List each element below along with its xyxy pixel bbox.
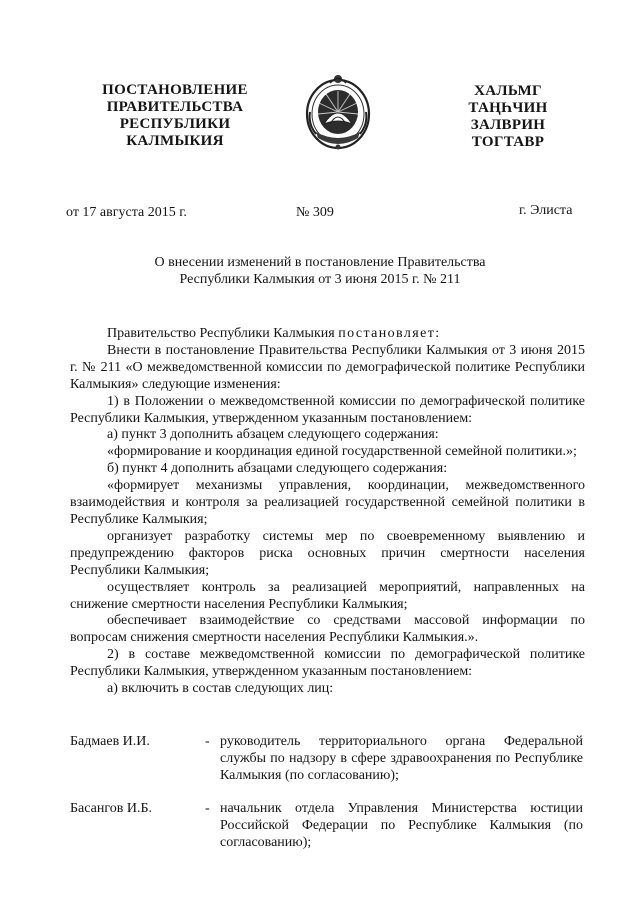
body-paragraph: «формирование и координация единой государственной семейной политики.»; xyxy=(107,444,577,460)
header-left-line: КАЛМЫКИЯ xyxy=(126,133,224,149)
title-line: О внесении изменений в постановление Правительства xyxy=(154,255,486,270)
body-paragraph: а) пункт 3 дополнить абзацем следующего содержания: xyxy=(107,427,439,443)
body-paragraph: осуществляет контроль за реализацией мероприятий, направленных на снижение смертности населения Республики Калмыкия; xyxy=(70,579,585,612)
header-right-line: ТОГТАВР xyxy=(471,134,545,150)
body-paragraph: а) включить в состав следующих лиц: xyxy=(107,681,334,697)
header-right-line: ХАЛЬМГ xyxy=(474,83,542,99)
intro-paragraph xyxy=(70,326,585,343)
body-paragraph: 2) в составе межведомственной комиссии по демографической политике Республики Калмыкия, утвержденном указанным постановлением: xyxy=(70,647,585,680)
title-line: Республики Калмыкия от 3 июня 2015 г. № 211 xyxy=(179,272,461,287)
member-name: Бадмаев И.И. xyxy=(70,734,150,749)
body-paragraph: «формирует механизмы управления, координации, межведомственного взаимодействия и контроля за реализацией государственной семейной политики в Республике Калмыкия; xyxy=(70,478,585,527)
member-dash: - xyxy=(205,734,210,749)
body-paragraph: Внести в постановление Правительства Республики Калмыкия от 3 июня 2015 г. № 211 «О межведомственной комиссии по демографической политике Республики Калмыкия» следующие изменения: xyxy=(70,342,585,392)
header-left-title xyxy=(95,82,255,150)
header-right-title xyxy=(448,83,568,151)
document-city: г. Элиста xyxy=(519,203,573,218)
member-name: Басангов И.Б. xyxy=(70,801,152,816)
header-left-line: ПРАВИТЕЛЬСТВА xyxy=(106,99,244,115)
header-left-line: ПОСТАНОВЛЕНИЕ xyxy=(102,82,248,98)
header-right-line: ЗАЛВРИН xyxy=(470,117,546,133)
member-dash: - xyxy=(205,801,210,816)
member-description: руководитель территориального органа Федеральной службы по надзору в сфере здравоохранения по Республике Калмыкия (по согласованию); xyxy=(220,734,583,783)
intro-decree-word: постановляет: xyxy=(338,326,441,341)
member-description: начальник отдела Управления Министерства юстиции Российской Федерации по Республике Калмыкия (по согласованию); xyxy=(220,801,583,850)
document-number: № 309 xyxy=(296,205,334,220)
document-date: от 17 августа 2015 г. xyxy=(66,205,187,220)
document-body xyxy=(70,326,585,698)
body-paragraph: 1) в Положении о межведомственной комиссии по демографической политике Республики Калмыкия, утвержденном указанным постановлением: xyxy=(70,393,585,426)
header-left-line: РЕСПУБЛИКИ xyxy=(119,116,231,132)
kalmykia-coat-of-arms-icon xyxy=(302,72,374,154)
header-right-line: ТАҢҺЧИН xyxy=(468,100,548,116)
body-paragraph: организует разработку системы мер по своевременному выявлению и предупреждению факторов риска основных причин смертности населения Республики Калмыкия; xyxy=(70,528,585,578)
intro-lead: Правительство Республики Калмыкия xyxy=(107,326,335,341)
body-paragraph: обеспечивает взаимодействие со средствами массовой информации по вопросам снижения смертности населения Республики Калмыкия.». xyxy=(70,613,585,646)
document-title xyxy=(90,254,550,288)
body-paragraph: б) пункт 4 дополнить абзацами следующего содержания: xyxy=(107,461,448,477)
